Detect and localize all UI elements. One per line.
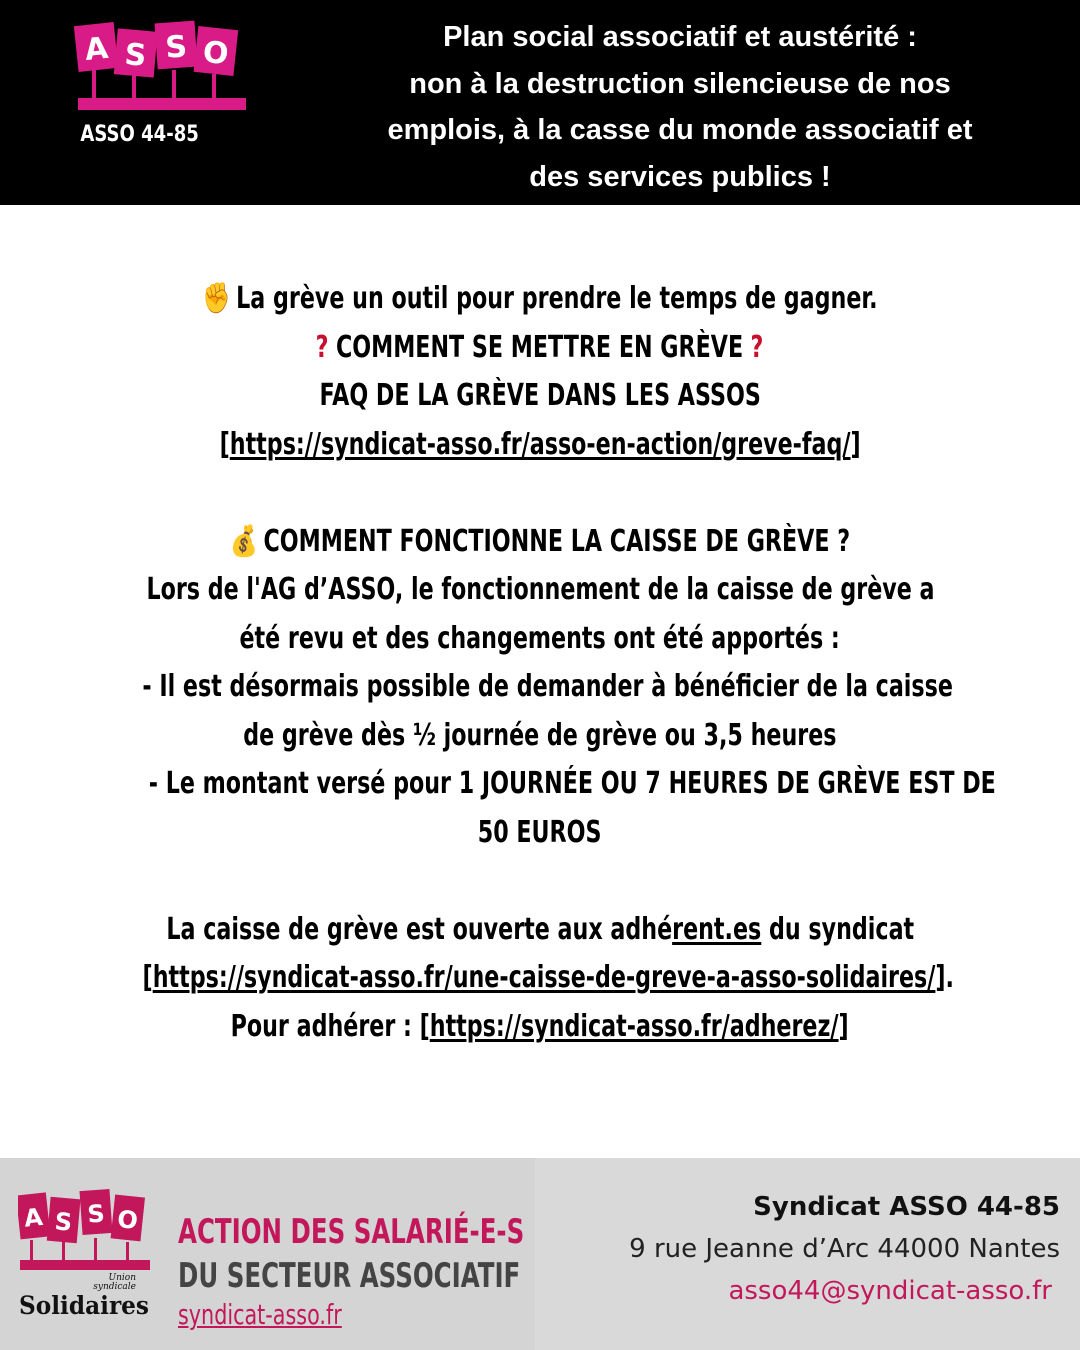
- footer-brand-block: [0, 1158, 535, 1350]
- body-text-line: - Il est désormais possible de demander à bénéficier de la caisse: [142, 669, 953, 704]
- adherents-link[interactable]: rent.es: [671, 911, 761, 947]
- logo-letter: A: [82, 30, 110, 69]
- strike-fund-heading: 💰 COMMENT FONCTIONNE LA CAISSE DE GRÈVE ?: [0, 518, 1080, 567]
- strike-fund-link[interactable]: https://syndicat-asso.fr/une-caisse-de-greve-a-asso-solidaires/: [152, 960, 936, 995]
- main-content: [0, 275, 1080, 1051]
- logo-letter: S: [164, 29, 189, 66]
- website-link[interactable]: syndicat-asso.fr: [178, 1298, 342, 1331]
- question-mark-icon: ?: [316, 329, 329, 365]
- body-text-line: été revu et des changements ont été apportés :: [239, 620, 841, 656]
- header-title-line: des services publics !: [529, 160, 831, 193]
- header-title-line: non à la destruction silencieuse de nos: [409, 67, 951, 100]
- svg-text:S: S: [86, 1199, 106, 1229]
- question-mark-icon: ?: [750, 329, 764, 365]
- header-banner: [0, 0, 1080, 205]
- body-text-line: 50 EUROS: [478, 814, 602, 850]
- header-title: [330, 14, 1030, 200]
- fund-link-line: [https://syndicat-asso.fr/une-caisse-de-greve-a-asso-solidaires/].: [142, 960, 954, 995]
- logo-letter: O: [201, 34, 231, 73]
- join-line: Pour adhérer : [https://syndicat-asso.fr/adherez/]: [230, 1008, 850, 1044]
- header-title-line: emplois, à la casse du monde associatif et: [387, 114, 973, 146]
- svg-text:S: S: [53, 1207, 74, 1237]
- asso-solidaires-logo: [18, 1180, 158, 1330]
- svg-text:syndicale: syndicale: [93, 1282, 136, 1292]
- contact-block: [540, 1186, 1060, 1312]
- asso-logo: [74, 14, 254, 114]
- svg-text:Union: Union: [108, 1273, 136, 1283]
- tagline: [178, 1210, 524, 1298]
- header-title-line: Plan social associatif et austérité :: [443, 21, 917, 53]
- svg-text:Solidaires: Solidaires: [19, 1291, 149, 1320]
- join-link[interactable]: https://syndicat-asso.fr/adherez/: [430, 1008, 839, 1044]
- footer: [0, 1158, 1080, 1350]
- tagline-line-1: ACTION DES SALARIÉ-E-S: [178, 1212, 525, 1252]
- fund-open-line: La caisse de grève est ouverte aux adhérent.es du syndicat: [166, 911, 914, 947]
- postal-address: 9 rue Jeanne d’Arc 44000 Nantes: [629, 1234, 1060, 1264]
- body-text-line: de grève dès ½ journée de grève ou 3,5 heures: [243, 717, 837, 753]
- strike-tool-line: ✊ La grève un outil pour prendre le temps de gagner.: [0, 275, 1080, 324]
- body-text-line: Lors de l'AG d’ASSO, le fonctionnement de la caisse de grève a: [145, 572, 935, 607]
- tagline-line-2: DU SECTEUR ASSOCIATIF: [178, 1256, 521, 1296]
- email-link[interactable]: asso44@syndicat-asso.fr: [728, 1276, 1052, 1306]
- logo-caption: ASSO 44-85: [80, 122, 199, 147]
- raised-fist-icon: ✊: [202, 281, 231, 316]
- body-text-line: - Le montant versé pour 1 JOURNÉE OU 7 HEURES DE GRÈVE EST DE: [148, 766, 996, 801]
- logo-letter: S: [123, 37, 148, 74]
- faq-link-line: [https://syndicat-asso.fr/asso-en-action/greve-faq/]: [219, 426, 861, 462]
- svg-text:O: O: [115, 1204, 140, 1235]
- how-to-strike-heading: ? COMMENT SE METTRE EN GRÈVE ?: [316, 329, 764, 365]
- svg-text:A: A: [22, 1202, 45, 1233]
- money-bag-icon: 💰: [229, 523, 258, 559]
- faq-heading: FAQ DE LA GRÈVE DANS LES ASSOS: [319, 378, 761, 413]
- org-name: Syndicat ASSO 44-85: [753, 1192, 1060, 1222]
- faq-link[interactable]: https://syndicat-asso.fr/asso-en-action/greve-faq/: [229, 426, 851, 462]
